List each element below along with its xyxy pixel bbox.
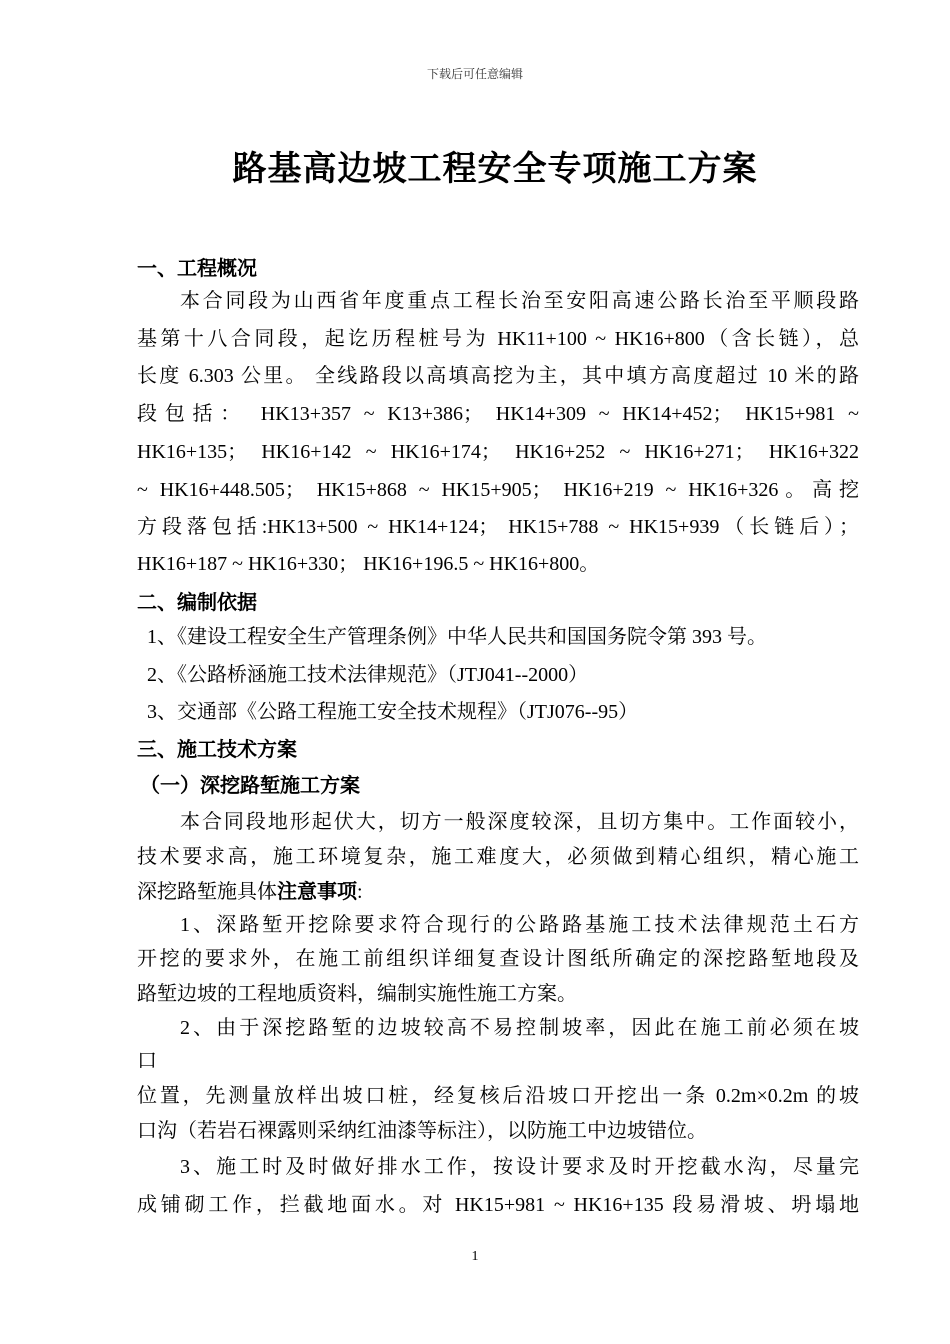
paragraph-line: 位置，先测量放样出坡口桩，经复核后沿坡口开挖出一条 0.2m×0.2m 的坡 [137, 1085, 859, 1107]
notes-emphasis: 注意事项 [277, 881, 357, 903]
paragraph-line: 口沟（若岩石裸露则采纳红油漆等标注），以防施工中边坡错位。 [137, 1120, 707, 1142]
basis-list-item: 2、《公路桥涵施工技术法律规范》（JTJ041--2000） [147, 664, 589, 686]
page-header-note: 下载后可任意编辑 [426, 67, 523, 81]
paragraph-line: 开挖的要求外，在施工前组织详细复查设计图纸所确定的深挖路堑地段及 [137, 948, 859, 970]
basis-list-item: 1、《建设工程安全生产管理条例》中华人民共和国国务院令第 393 号。 [147, 626, 767, 648]
section-heading-basis: 二、编制依据 [137, 590, 257, 614]
paragraph-line: 方段落包括:HK13+500 ~ HK14+124； HK15+788 ~ HK15+939（长链后）； [137, 516, 859, 538]
paragraph-line: 成铺砌工作，拦截地面水。对 HK15+981 ~ HK16+135 段易滑坡、坍塌地 [137, 1194, 859, 1216]
paragraph-line: HK16+187 ~ HK16+330； HK16+196.5 ~ HK16+800。 [137, 553, 600, 575]
section-heading-overview: 一、工程概况 [137, 256, 257, 280]
section-heading-technical-plan: 三、施工技术方案 [137, 737, 297, 761]
paragraph-line: 2、由于深挖路堑的边坡较高不易控制坡率，因此在施工前必须在坡 [180, 1017, 859, 1039]
paragraph-line: 口 [137, 1050, 157, 1072]
paragraph-line: 本合同段地形起伏大，切方一般深度较深，且切方集中。工作面较小， [180, 811, 859, 833]
paragraph-line: HK16+135； HK16+142 ~ HK16+174； HK16+252 ~ HK16+271； HK16+322 [137, 441, 859, 463]
paragraph-line: 基第十八合同段，起讫历程桩号为 HK11+100 ~ HK16+800（含长链），总 [137, 328, 859, 350]
paragraph-line: 本合同段为山西省年度重点工程长治至安阳高速公路长治至平顺段路 [180, 290, 859, 312]
paragraph-line: 段包括： HK13+357 ~ K13+386； HK14+309 ~ HK14+452； HK15+981 ~ [137, 403, 859, 425]
paragraph-line: 技术要求高，施工环境复杂，施工难度大，必须做到精心组织，精心施工 [137, 846, 859, 868]
paragraph-line: 1、深路堑开挖除要求符合现行的公路路基施工技术法律规范土石方 [180, 914, 859, 936]
paragraph-line: 3、施工时及时做好排水工作，按设计要求及时开挖截水沟，尽量完 [180, 1156, 859, 1178]
basis-list-item: 3、交通部《公路工程施工安全技术规程》（JTJ076--95） [147, 701, 639, 723]
paragraph-line: 路堑边坡的工程地质资料，编制实施性施工方案。 [137, 983, 577, 1005]
paragraph-line: 深挖路堑施具体注意事项: [137, 881, 363, 903]
subsection-heading-deep-cut: （一）深挖路堑施工方案 [140, 773, 360, 797]
document-title: 路基高边坡工程安全专项施工方案 [232, 149, 758, 189]
paragraph-line: 长度 6.303 公里。 全线路段以高填高挖为主，其中填方高度超过 10 米的路 [137, 365, 859, 387]
paragraph-line: ~ HK16+448.505； HK15+868 ~ HK15+905； HK16+219 ~ HK16+326。高挖 [137, 479, 859, 501]
page-number: 1 [471, 1249, 479, 1264]
